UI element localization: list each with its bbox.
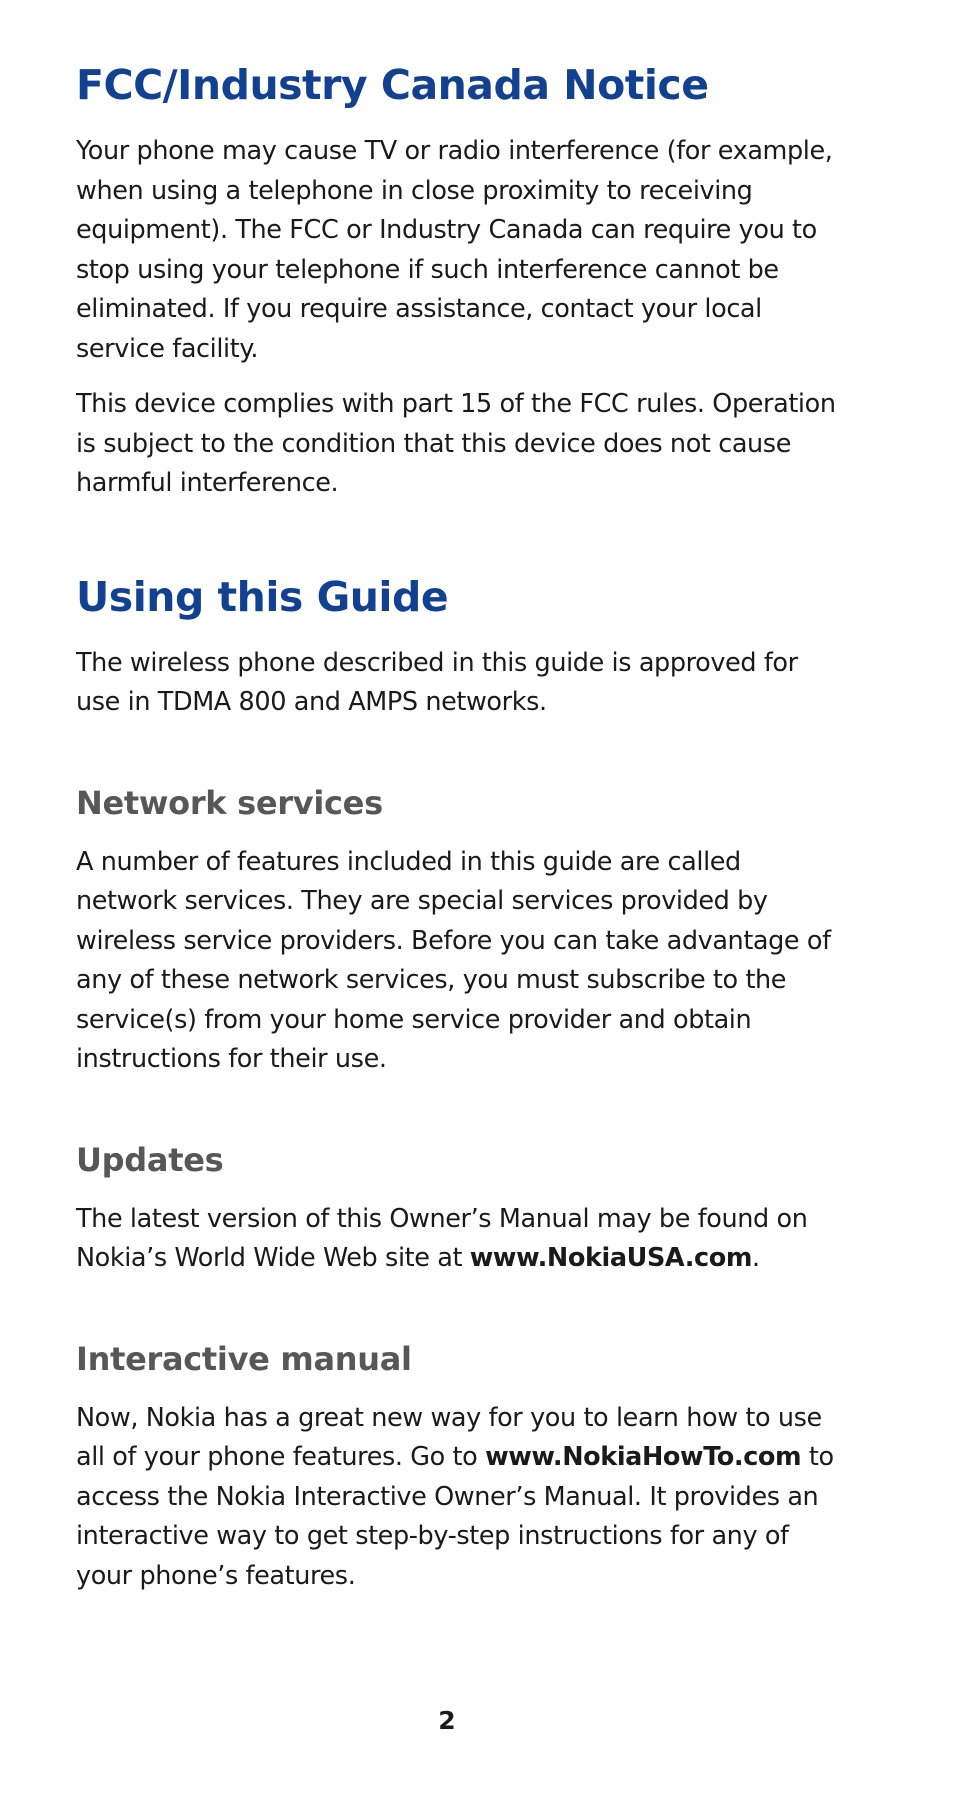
page-number: 2	[438, 1706, 456, 1735]
interactive-text-before: Now, Nokia has a great new way for you to learn how to use all of your phone features. Go to	[76, 1402, 822, 1472]
section-spacer	[76, 1295, 836, 1339]
nokia-howto-link[interactable]: www.NokiaHowTo.com	[485, 1442, 802, 1472]
network-services-paragraph: A number of features included in this guide are called network services. They are special services provided by wireless service providers. Before you can take advantage of any of these network services, you must subscribe to the service(s) from your home service provider and obtain instructions for their use.	[76, 846, 831, 1074]
interactive-text-after: to access the Nokia Interactive Owner’s Manual. It provides an interactive way to get step-by-step instructions for any of your phone’s features.	[76, 1442, 834, 1591]
using-guide-title: Using this Guide	[76, 572, 449, 621]
using-guide-paragraph: The wireless phone described in this guide is approved for use in TDMA 800 and AMPS networks.	[76, 647, 798, 717]
section-spacer	[76, 520, 836, 572]
section-spacer	[76, 1096, 836, 1140]
updates-text-before: The latest version of this Owner’s Manual may be found on Nokia’s World Wide Web site at	[76, 1203, 808, 1273]
interactive-manual-title: Interactive manual	[76, 1339, 412, 1378]
fcc-notice-paragraph-2: This device complies with part 15 of the FCC rules. Operation is subject to the condition that this device does not cause harmful interference.	[76, 389, 836, 498]
updates-paragraph	[76, 1200, 836, 1279]
interactive-manual-paragraph	[76, 1399, 836, 1597]
updates-title: Updates	[76, 1140, 224, 1179]
fcc-notice-paragraph-1: Your phone may cause TV or radio interference (for example, when using a telephone in close proximity to receiving equipment). The FCC or Industry Canada can require you to stop using your telephone if such interference cannot be eliminated. If you require assistance, contact your local service facility.	[76, 136, 833, 364]
updates-text-after: .	[752, 1243, 760, 1273]
network-services-title: Network services	[76, 783, 383, 822]
document-page	[76, 60, 836, 1612]
section-spacer	[76, 739, 836, 783]
nokia-usa-link[interactable]: www.NokiaUSA.com	[469, 1243, 753, 1273]
fcc-notice-title: FCC/Industry Canada Notice	[76, 61, 709, 109]
